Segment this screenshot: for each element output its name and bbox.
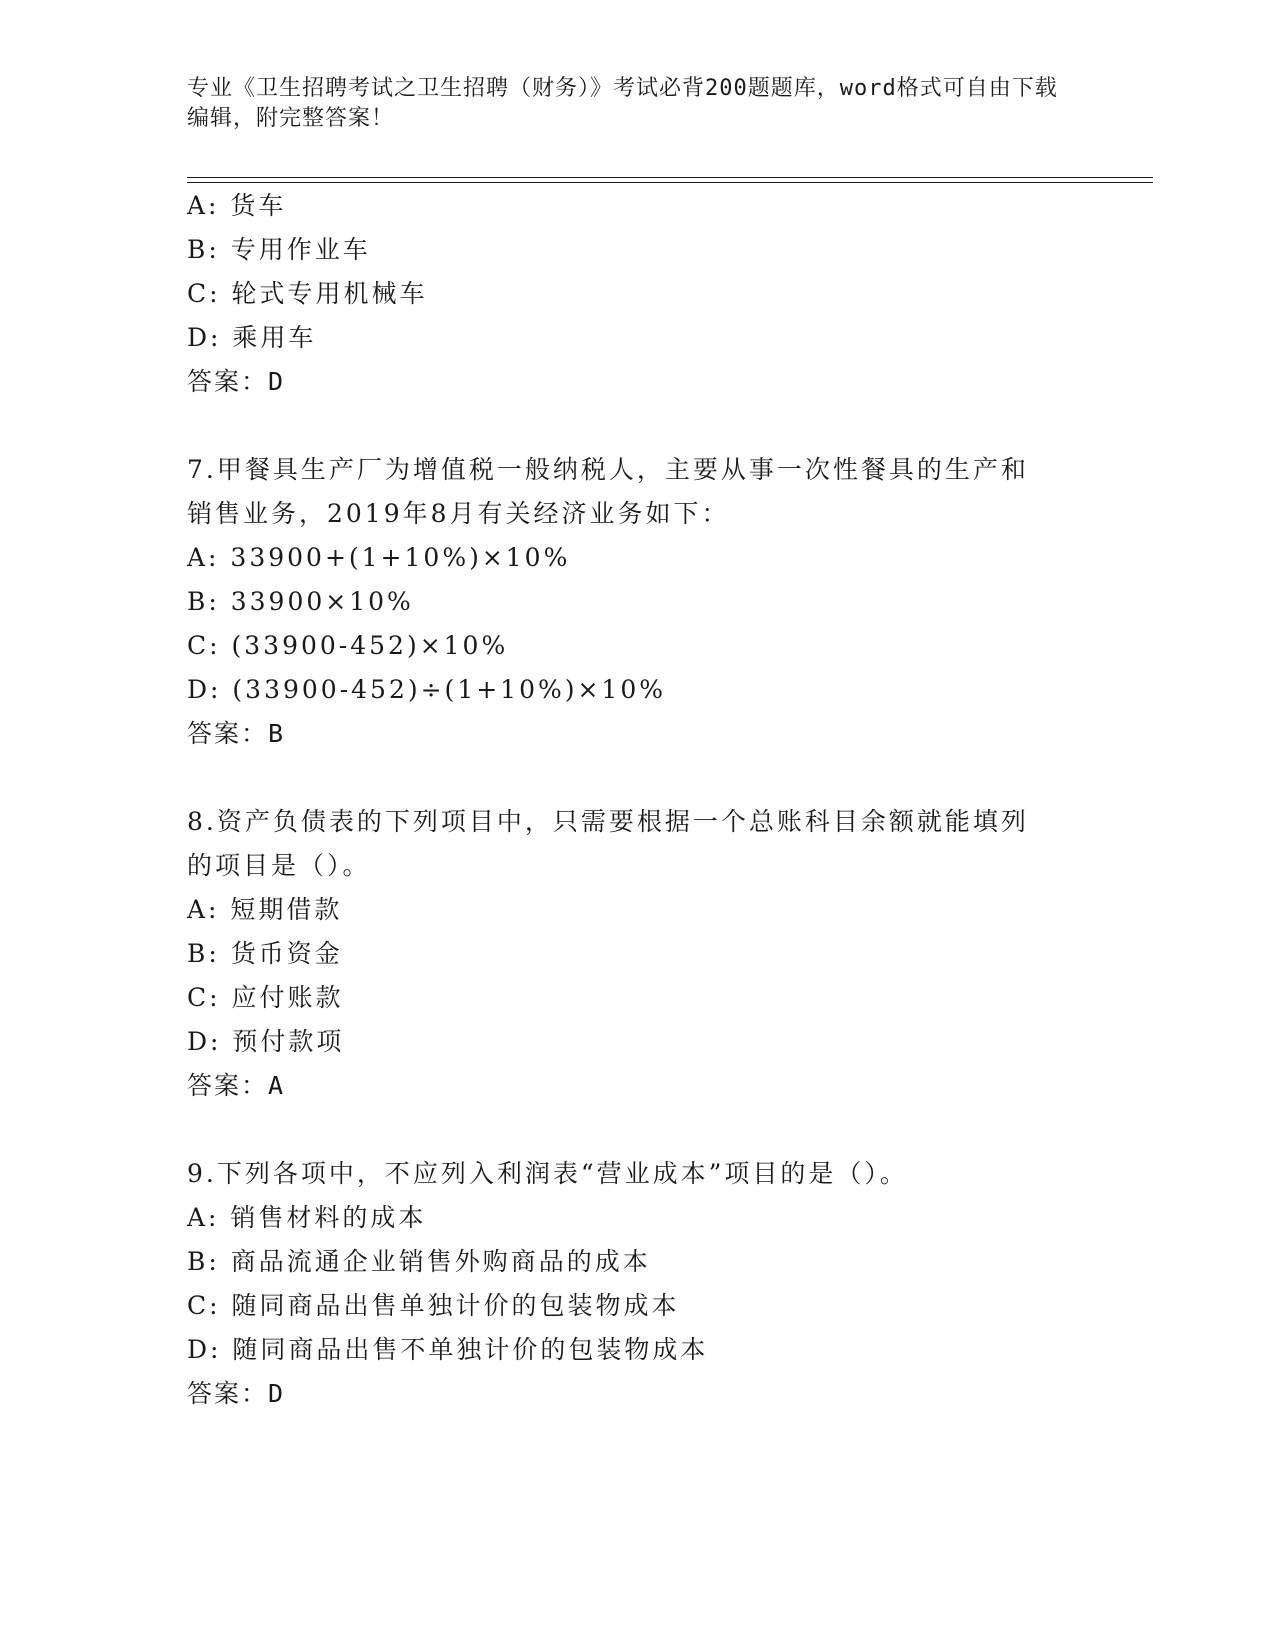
q6-answer: 答案：D (187, 367, 286, 396)
q7-answer: 答案：B (187, 719, 286, 748)
q6-option-a: A: 货车 (187, 191, 287, 220)
q8-option-d: D: 预付款项 (187, 1027, 345, 1056)
q7-stem-line2: 销售业务，2019年8月有关经济业务如下： (187, 499, 730, 528)
header-rule-bottom (187, 182, 1153, 183)
header-rule-top (187, 177, 1153, 178)
q9-option-b: B: 商品流通企业销售外购商品的成本 (187, 1247, 651, 1276)
q9-stem-line1: 9.下列各项中，不应列入利润表“营业成本”项目的是（）。 (187, 1159, 908, 1188)
q6-option-d: D: 乘用车 (187, 323, 317, 352)
q6-option-b: B: 专用作业车 (187, 235, 371, 264)
q9-option-a: A: 销售材料的成本 (187, 1203, 427, 1232)
q8-stem-line2: 的项目是（）。 (187, 851, 371, 880)
q7-option-b: B: 33900×10% (187, 587, 414, 616)
q7-stem-line1: 7.甲餐具生产厂为增值税一般纳税人，主要从事一次性餐具的生产和 (187, 455, 1029, 484)
q9-option-d: D: 随同商品出售不单独计价的包装物成本 (187, 1335, 709, 1364)
q8-stem-line1: 8.资产负债表的下列项目中，只需要根据一个总账科目余额就能填列 (187, 807, 1029, 836)
q8-option-c: C: 应付账款 (187, 983, 344, 1012)
document-header: 专业《卫生招聘考试之卫生招聘（财务）》考试必背200题题库，word格式可自由下载编辑，附完整答案！ (187, 76, 1058, 131)
q8-option-b: B: 货币资金 (187, 939, 343, 968)
q9-answer: 答案：D (187, 1379, 286, 1408)
q9-option-c: C: 随同商品出售单独计价的包装物成本 (187, 1291, 680, 1320)
q7-option-a: A: 33900+(1+10%)×10% (187, 543, 571, 572)
q7-option-c: C: (33900-452)×10% (187, 631, 509, 660)
q6-option-c: C: 轮式专用机械车 (187, 279, 428, 308)
q7-option-d: D: (33900-452)÷(1+10%)×10% (187, 675, 667, 704)
q8-option-a: A: 短期借款 (187, 895, 343, 924)
q8-answer: 答案：A (187, 1071, 286, 1100)
